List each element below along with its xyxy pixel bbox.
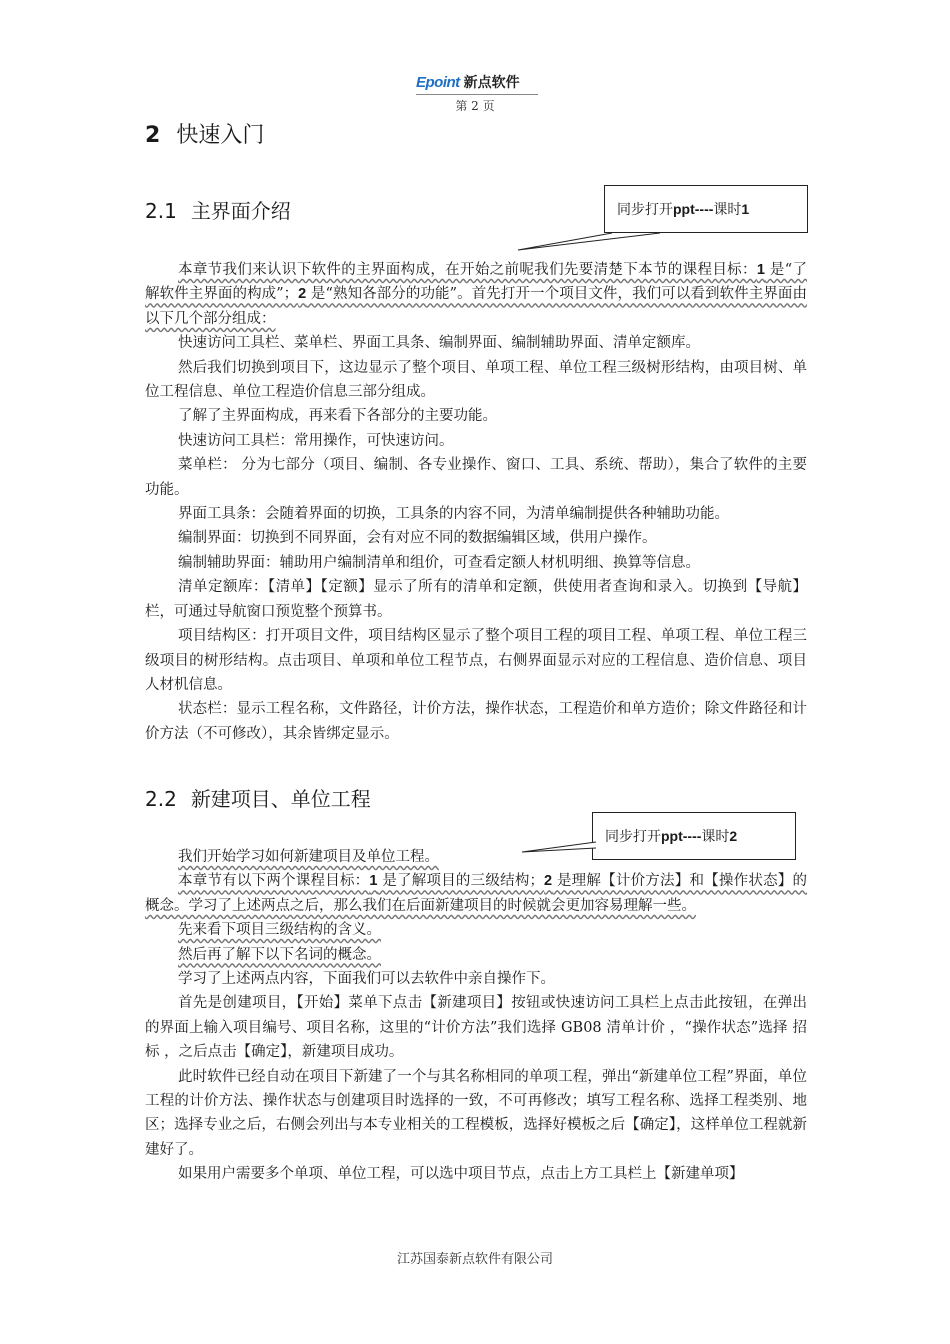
callout-1-pointer: [518, 233, 660, 250]
paragraph: 菜单栏： 分为七部分（项目、编制、各专业操作、窗口、工具、系统、帮助），集合了软件的主要功能。: [145, 457, 807, 498]
page-number: 第 2 页: [455, 99, 495, 113]
section-2-1-body: [145, 258, 807, 746]
paragraph: [145, 943, 807, 967]
callout-lesson-number: 1: [741, 201, 750, 217]
paragraph: 清单定额库：【清单】【定额】显示了所有的清单和定额，供使用者查询和录入。切换到【导航】栏，可通过导航窗口预览整个预算书。: [145, 579, 807, 620]
section-2-2-body: [145, 845, 807, 1187]
highlight-text: 我们开始学习如何新建项目及单位工程。: [178, 849, 439, 865]
paragraph: 如果用户需要多个单项、单位工程，可以选中项目节点，点击上方工具栏上【新建单项】: [178, 1166, 744, 1183]
paragraph: 编制辅助界面：辅助用户编制清单和组价，可查看定额人材机明细、换算等信息。: [178, 554, 700, 571]
paragraph: 首先是创建项目，【开始】菜单下点击【新建项目】按钮或快速访问工具栏上点击此按钮，在弹出的界面上输入项目编号、项目名称，这里的“计价方法”我们选择 GB08 清单计价 ，“操作状态”选择 招标 ，之后点击【确定】，新建项目成功。: [145, 995, 807, 1061]
paragraph: [145, 845, 807, 869]
section-title: 主界面介绍: [190, 199, 291, 223]
paragraph: 此时软件已经自动在项目下新建了一个与其名称相同的单项工程，弹出“新建单位工程”界面，单位工程的计价方法、操作状态与创建项目时选择的一致，不可再修改；填写工程名称、选择工程类别、地区；选择专业之后，右侧会列出与本专业相关的工程模板，选择好模板之后【确定】，这样单位工程就新建好了。: [145, 1068, 807, 1158]
highlight-text: 本章节有以下两个课程目标：1 是了解项目的三级结构；2 是理解【计价方法】和【操作状态】的概念。学习了上述两点之后，那么我们在后面新建项目的时候就会更加容易理解一些。: [145, 873, 808, 914]
callout-lesson-number: 2: [729, 828, 738, 844]
paragraph: 快速访问工具栏、菜单栏、界面工具条、编制界面、编制辅助界面、清单定额库。: [178, 335, 700, 352]
epoint-logo-mark: Epoint: [416, 73, 460, 91]
paragraph: [145, 918, 807, 942]
callout-prefix: 同步打开: [617, 202, 673, 218]
section-heading-2-2: [145, 783, 371, 812]
chapter-number: 2: [145, 123, 161, 148]
callout-ppt: ppt----: [673, 201, 714, 217]
callout-ppt-lesson-1: [604, 185, 808, 233]
section-number: 2.1: [145, 199, 177, 223]
paragraph: 项目结构区：打开项目文件，项目结构区显示了整个项目工程的项目工程、单项工程、单位工程三级项目的树形结构。点击项目、单项和单位工程节点，右侧界面显示对应的工程信息、造价信息、项目人材机信息。: [145, 628, 807, 693]
callout-lesson: 课时: [701, 829, 730, 845]
paragraph: 界面工具条：会随着界面的切换，工具条的内容不同，为清单编制提供各种辅助功能。: [178, 506, 729, 523]
intro-paragraph: [145, 258, 807, 331]
highlight-text: 然后再了解下以下名词的概念。: [178, 946, 381, 963]
section-heading-2-1: [145, 195, 291, 224]
paragraph: 编制界面：切换到不同界面，会有对应不同的数据编辑区域，供用户操作。: [178, 530, 657, 547]
paragraph: 状态栏：显示工程名称，文件路径，计价方法，操作状态，工程造价和单方造价；除文件路径和计价方法（不可修改），其余皆绑定显示。: [145, 701, 807, 742]
callout-ppt: ppt----: [661, 828, 702, 844]
paragraph: 然后我们切换到项目下，这边显示了整个项目、单项工程、单位工程三级树形结构，由项目树、单位工程信息、单位工程造价信息三部分组成。: [145, 359, 807, 401]
paragraph: 了解了主界面构成，再来看下各部分的主要功能。: [178, 408, 497, 425]
chapter-heading: [145, 118, 264, 149]
page-footer: 江苏国泰新点软件有限公司: [396, 1252, 553, 1267]
company-logo: [416, 70, 538, 95]
callout-prefix: 同步打开: [605, 829, 661, 845]
paragraph: [145, 869, 807, 918]
paragraph: 快速访问工具栏：常用操作，可快速访问。: [178, 432, 454, 449]
callout-lesson: 课时: [713, 202, 742, 218]
section-title: 新建项目、单位工程: [190, 787, 371, 811]
intro-text-highlight: 本章节我们来认识下软件的主界面构成，在开始之前呢我们先要清楚下本节的课程目标：1 是“了解软件主界面的构成”；2 是“熟知各部分的功能”。首先打开一个项目文件，我们可以看到软件主界面由以下几个部分组成：: [145, 262, 807, 327]
logo-company-name: 新点软件: [463, 75, 520, 91]
highlight-text: 先来看下项目三级结构的含义。: [178, 922, 381, 939]
paragraph: 学习了上述两点内容，下面我们可以去软件中亲自操作下。: [178, 971, 555, 988]
chapter-title: 快速入门: [176, 123, 265, 148]
section-number: 2.2: [145, 787, 177, 811]
